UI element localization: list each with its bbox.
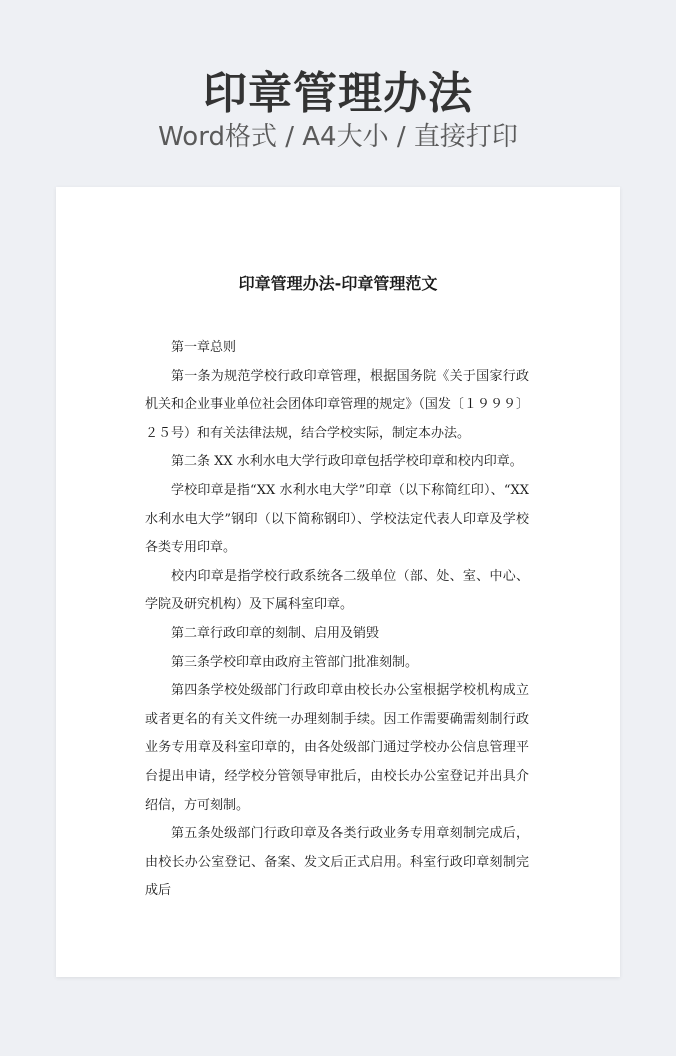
document-body	[145, 334, 529, 906]
article-paragraph: 第二条 XX 水利水电大学行政印章包括学校印章和校内印章。	[171, 454, 523, 470]
article-paragraph: 第一条为规范学校行政印章管理，根据国务院《关于国家行政机关和企业事业单位社会团体印章管理的规定》（国发〔１９９９〕２５号）和有关法律法规，结合学校实际，制定本办法。	[145, 368, 529, 441]
document-title: 印章管理办法-印章管理范文	[238, 274, 438, 293]
article-paragraph: 第四条学校处级部门行政印章由校长办公室根据学校机构成立或者更名的有关文件统一办理刻制手续。因工作需要确需刻制行政业务专用章及科室印章的，由各处级部门通过学校办公信息管理平台提出申请，经学校分管领导审批后，由校长办公室登记并出具介绍信，方可刻制。	[145, 683, 529, 813]
body-paragraph: 学校印章是指“XX 水利水电大学”印章（以下称简红印）、“XX 水利水电大学”钢印（以下简称钢印）、学校法定代表人印章及学校各类专用印章。	[145, 482, 529, 556]
page-header	[0, 0, 676, 186]
chapter-heading: 第一章总则	[171, 340, 237, 355]
page-subtitle: Word格式 / A4大小 / 直接打印	[158, 122, 518, 152]
article-paragraph: 第五条处级部门行政印章及各类行政业务专用章刻制完成后，由校长办公室登记、备案、发文后正式启用。科室行政印章刻制完成后	[145, 826, 529, 899]
chapter-heading: 第二章行政印章的刻制、启用及销毁	[171, 625, 380, 641]
page-title: 印章管理办法	[203, 68, 473, 119]
document-page	[56, 187, 620, 977]
article-paragraph: 第三条学校印章由政府主管部门批准刻制。	[171, 654, 419, 670]
body-paragraph: 校内印章是指学校行政系统各二级单位（部、处、室、中心、学院及研究机构）及下属科室印章。	[145, 568, 529, 613]
